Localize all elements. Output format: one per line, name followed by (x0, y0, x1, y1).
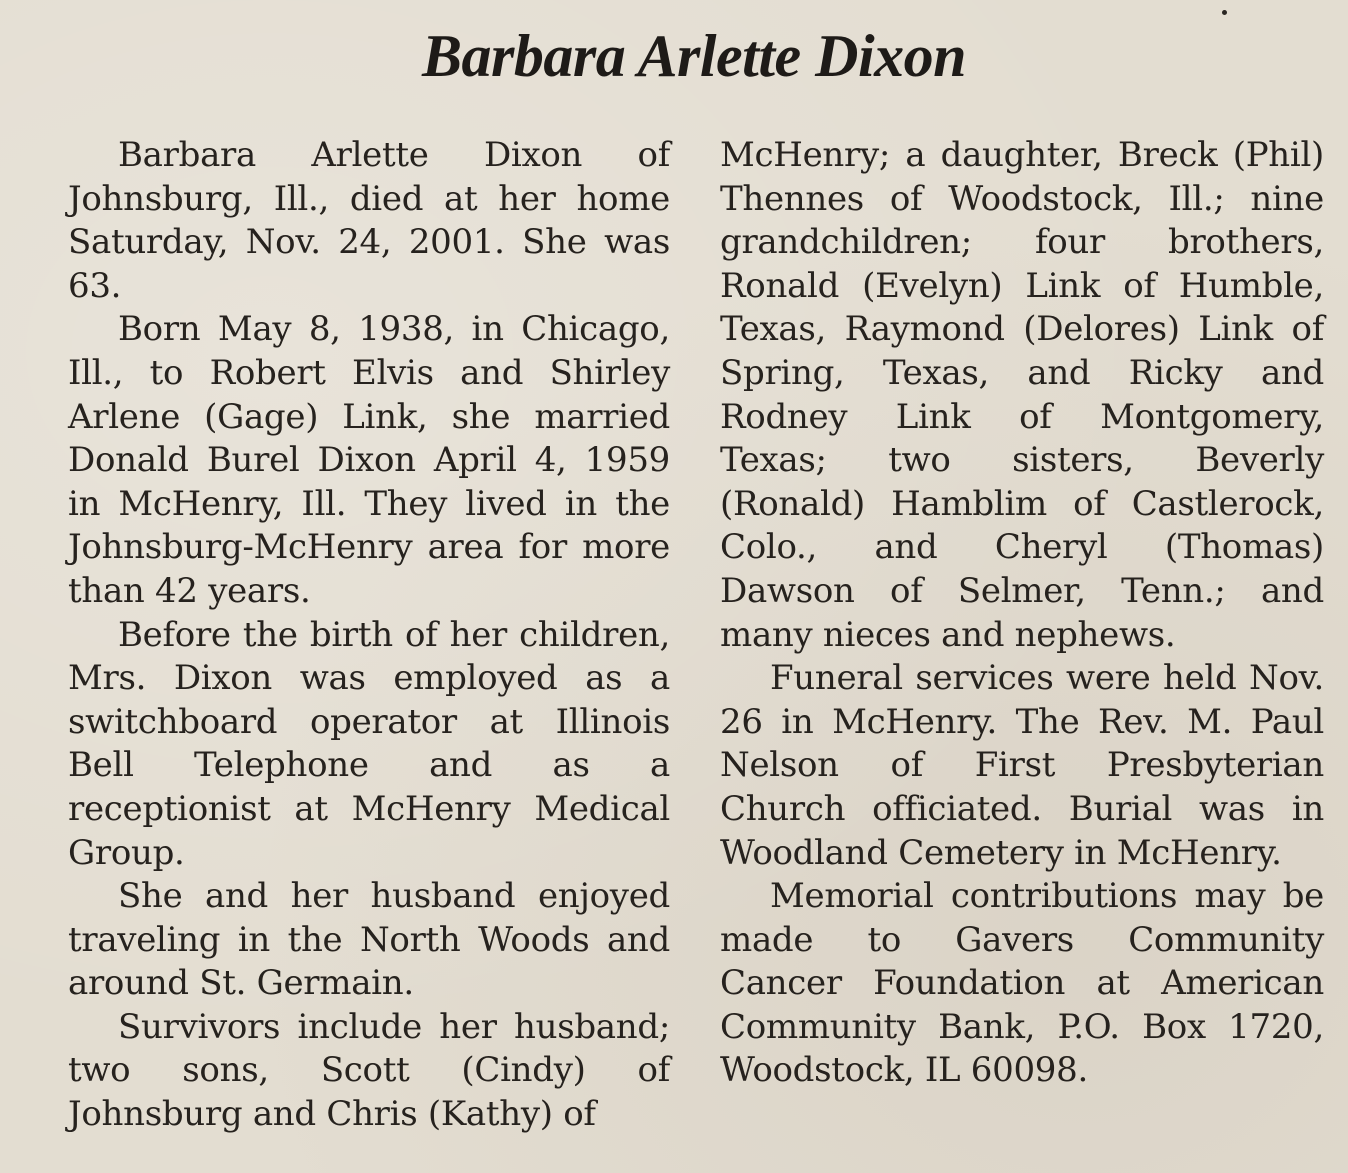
left-column (68, 134, 670, 1137)
ink-speck (1222, 10, 1227, 15)
paragraph-memorial: Memorial contributions may be made to Gavers Community Cancer Foundation at American Community Bank, P.O. Box 1720, Woodstock, IL 60098. (720, 876, 1324, 1091)
paragraph-hobbies: She and her husband enjoyed traveling in the North Woods and around St. Germain. (68, 876, 670, 1004)
paragraph-death-notice: Barbara Arlette Dixon of Johnsburg, Ill., died at her home Saturday, Nov. 24, 2001. She was 63. (68, 135, 670, 306)
paragraph-survivors-start: Survivors include her husband; two sons, Scott (Cindy) of Johnsburg and Chris (Kathy) of (68, 1006, 670, 1135)
obituary-title: Barbara Arlette Dixon (421, 23, 966, 89)
paragraph-birth-marriage: Born May 8, 1938, in Chicago, Ill., to Robert Elvis and Shirley Arlene (Gage) Link, she married Donald Burel Dixon April 4, 1959 in McHenry, Ill. They lived in the Johnsburg-McHenry area for more than 42 years. (68, 309, 670, 611)
paragraph-survivors-continued: McHenry; a daughter, Breck (Phil) Thennes of Woodstock, Ill.; nine grandchildren; four brothers, Ronald (Evelyn) Link of Humble, Texas, Raymond (Delores) Link of Spring, Texas, and Ricky and Rodney Link of Montgomery, Texas; two sisters, Beverly (Ronald) Hamblim of Castlerock, Colo., and Cheryl (Thomas) Dawson of Selmer, Tenn.; and many nieces and nephews. (720, 135, 1324, 655)
right-column (720, 134, 1324, 1093)
paragraph-employment: Before the birth of her children, Mrs. Dixon was employed as a switchboard operator at Illinois Bell Telephone and as a receptionist at McHenry Medical Group. (68, 614, 670, 873)
paragraph-funeral: Funeral services were held Nov. 26 in McHenry. The Rev. M. Paul Nelson of First Presbyterian Church officiated. Burial was in Woodland Cemetery in McHenry. (720, 658, 1324, 873)
